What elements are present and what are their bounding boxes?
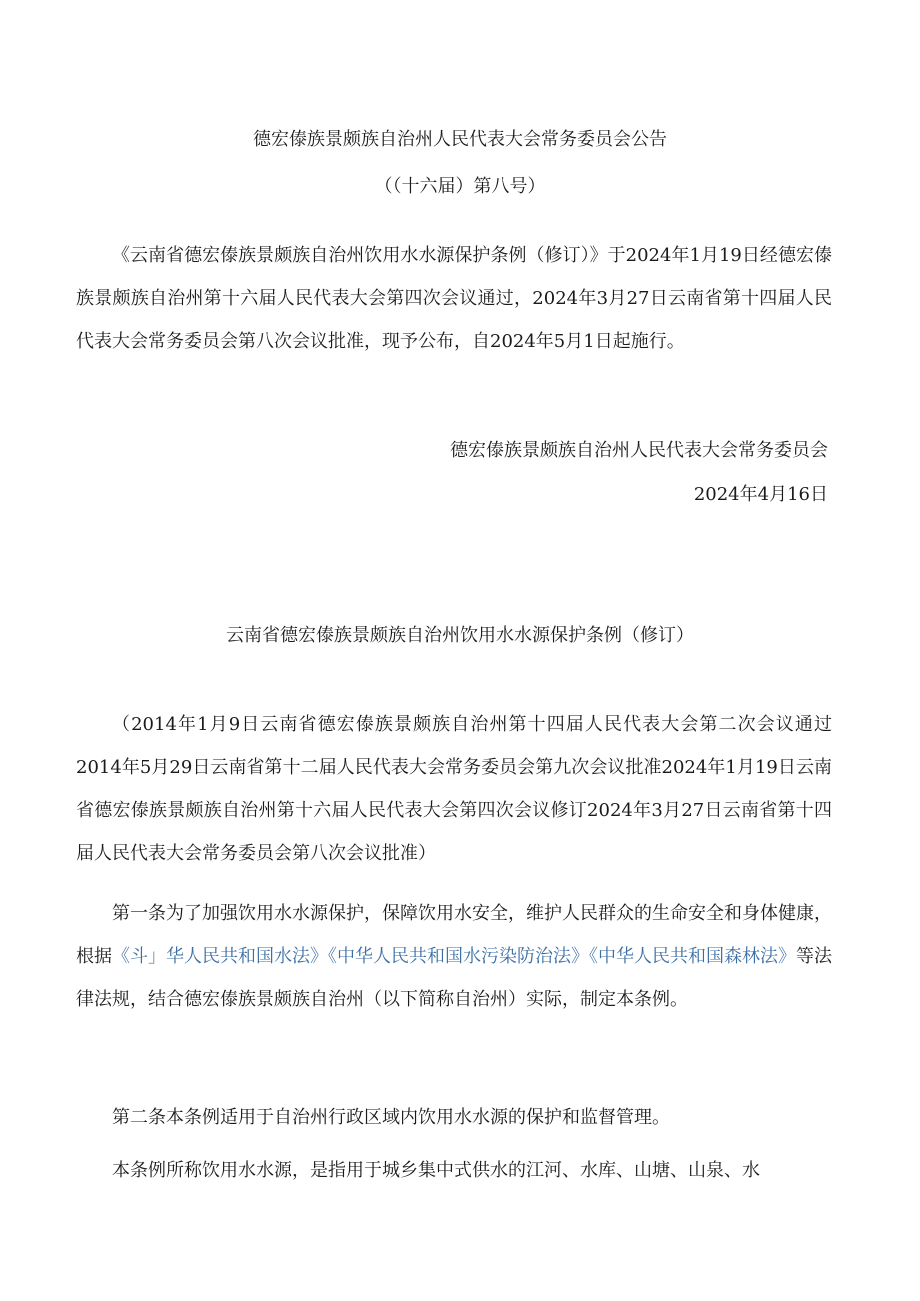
- article-2: 第二条本条例适用于自治州行政区域内饮用水水源的保护和监督管理。: [112, 1107, 670, 1128]
- announcement-date: 2024年4月16日: [693, 484, 828, 505]
- announcement-body: 《云南省德宏傣族景颇族自治州饮用水水源保护条例（修订）》于2024年1月19日经德宏傣族景颇族自治州第十六届人民代表大会第四次会议通过，2024年3月27日云南省第十四届人民代表大会常务委员会第八次会议批准，现予公布，自2024年5月1日起施行。: [76, 245, 832, 352]
- announcement-signer: 德宏傣族景颇族自治州人民代表大会常务委员会: [450, 440, 828, 461]
- law-link-pollution[interactable]: 《中华人民共和国水污染防治法》: [328, 946, 589, 967]
- article-1: [76, 892, 832, 1021]
- law-link-water[interactable]: 《斗」华人民共和国水法》: [112, 946, 328, 967]
- law-link-forest[interactable]: 《中华人民共和国森林法》: [589, 946, 796, 967]
- announcement-title: 德宏傣族景颇族自治州人民代表大会常务委员会公告: [253, 129, 667, 150]
- regulation-title: 云南省德宏傣族景颇族自治州饮用水水源保护条例（修订）: [226, 625, 694, 646]
- announcement-number: （（十六届）第八号）: [374, 176, 546, 197]
- article-2-definition: 本条例所称饮用水水源，是指用于城乡集中式供水的江河、水库、山塘、山泉、水: [112, 1160, 760, 1181]
- article-1-text: 第一条为了加强饮用水水源保护，保障饮用水安全，维护人民群众的生命安全和身体健康，根据: [76, 903, 832, 967]
- regulation-history: （2014年1月9日云南省德宏傣族景颇族自治州第十四届人民代表大会第二次会议通过2014年5月29日云南省第十二届人民代表大会常务委员会第九次会议批准2024年1月19日云南省德宏傣族景颇族自治州第十六届人民代表大会第四次会议修订2024年3月27日云南省第十四届人民代表大会常务委员会第八次会议批准）: [76, 714, 832, 864]
- article-1-text-end: 等法律法规，结合德宏傣族景颇族自治州（以下简称自治州）实际，制定本条例。: [76, 946, 832, 1010]
